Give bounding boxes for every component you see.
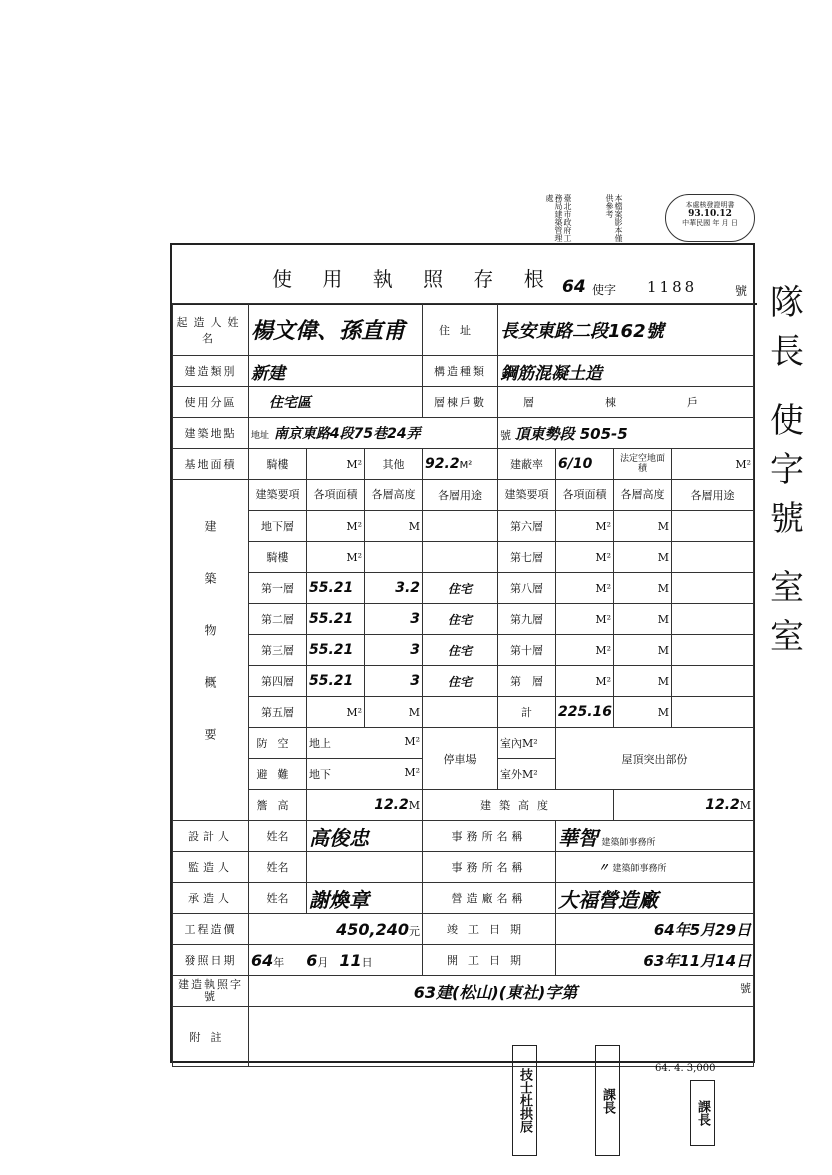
parking-outdoor-label: 室外 bbox=[500, 768, 523, 781]
issue-month-unit: 月 bbox=[317, 955, 329, 969]
issue-day: 11 bbox=[339, 950, 362, 970]
col-height: 各層高度 bbox=[365, 480, 423, 511]
archive-stamp-seal bbox=[665, 194, 755, 242]
form-title-bar bbox=[172, 245, 757, 305]
other-label: 其他 bbox=[365, 449, 423, 480]
issue-year-unit: 年 bbox=[273, 955, 285, 969]
contractor-name-label: 姓名 bbox=[249, 883, 307, 914]
license-suffix: 號 bbox=[735, 284, 748, 298]
row-contractor bbox=[173, 883, 754, 914]
applicant-value: 楊文偉、孫直甫 bbox=[249, 304, 423, 356]
col-item: 建築要項 bbox=[249, 480, 307, 511]
floor-use-right bbox=[672, 542, 754, 573]
col-item-2: 建築要項 bbox=[498, 480, 556, 511]
floor-name: 第五層 bbox=[249, 697, 307, 728]
archive-stamp-line2: 本檔案影本僅供參考 bbox=[605, 194, 623, 242]
floor-area-unit: M² bbox=[307, 511, 365, 542]
total-area: 225.16 bbox=[556, 697, 614, 728]
eave-value: 12.2 bbox=[374, 797, 409, 813]
license-number: 1188 bbox=[647, 278, 698, 296]
floor-area: 55.21 bbox=[307, 573, 365, 604]
site-value: 南京東路4段75巷24弄 bbox=[273, 426, 421, 442]
completion-value: 64年5月29日 bbox=[556, 914, 754, 945]
floor-height-unit-right: M bbox=[614, 573, 672, 604]
floor-area-unit-right: M² bbox=[556, 573, 614, 604]
supervisor-office-label: 事務所名稱 bbox=[423, 852, 556, 883]
floor-name-right: 第七層 bbox=[498, 542, 556, 573]
floor-height: 3 bbox=[365, 666, 423, 697]
row-site bbox=[173, 418, 754, 449]
row-supervisor bbox=[173, 852, 754, 883]
designer-office-suffix: 建築師事務所 bbox=[601, 837, 656, 848]
start-label: 開工日期 bbox=[423, 945, 556, 976]
license-form bbox=[170, 243, 755, 1063]
roof-label: 屋頂突出部份 bbox=[556, 728, 754, 790]
shelter-below-unit: M² bbox=[404, 766, 421, 779]
row-applicant bbox=[173, 304, 754, 356]
supervisor-office-value: 〃 bbox=[598, 861, 610, 874]
address-value: 長安東路二段162號 bbox=[498, 304, 754, 356]
contractor-firm-label: 營造廠名稱 bbox=[423, 883, 556, 914]
floor-name: 第三層 bbox=[249, 635, 307, 666]
note-label: 附註 bbox=[173, 1007, 249, 1067]
open-space-label: 法定空地面積 bbox=[614, 449, 672, 480]
supervisor-name-label: 姓名 bbox=[249, 852, 307, 883]
applicant-label: 起造人姓名 bbox=[173, 304, 249, 356]
floor-use bbox=[423, 697, 498, 728]
eave-label: 簷高 bbox=[249, 790, 307, 821]
archive-stamp-line4: 中華民國 年 月 日 bbox=[682, 219, 738, 227]
floor-row bbox=[173, 573, 754, 604]
side-char-6: 室 bbox=[770, 568, 804, 608]
floor-name-right: 第九層 bbox=[498, 604, 556, 635]
floor-area-unit-right: M² bbox=[556, 604, 614, 635]
row-height bbox=[173, 790, 754, 821]
structure-label: 構造種類 bbox=[423, 356, 498, 387]
side-char-7: 室 bbox=[770, 617, 804, 657]
floor-height-unit-right: M bbox=[614, 604, 672, 635]
floor-name: 第四層 bbox=[249, 666, 307, 697]
parking-indoor-unit: M² bbox=[522, 737, 538, 750]
floor-area-unit-right: M² bbox=[556, 511, 614, 542]
floor-row bbox=[173, 635, 754, 666]
floor-use-right bbox=[672, 573, 754, 604]
floor-height-unit-right: M bbox=[614, 666, 672, 697]
shelter-label-1: 防空 bbox=[249, 728, 307, 759]
floor-area: 55.21 bbox=[307, 635, 365, 666]
designer-office-value: 華智 bbox=[558, 825, 599, 850]
building-type-value: 新建 bbox=[249, 356, 423, 387]
floor-name-right: 第 層 bbox=[498, 666, 556, 697]
parking-indoor-label: 室內 bbox=[500, 737, 523, 750]
side-char-1: 隊 bbox=[770, 283, 804, 323]
bldg-height-label: 建築高度 bbox=[423, 790, 614, 821]
shelter-above-unit: M² bbox=[404, 735, 421, 748]
floor-height-unit: M bbox=[365, 697, 423, 728]
floor-area-unit-right: M² bbox=[556, 542, 614, 573]
col-use: 各層用途 bbox=[423, 480, 498, 511]
row-permit bbox=[173, 976, 754, 1007]
col-area-2: 各項面積 bbox=[556, 480, 614, 511]
floor-height bbox=[365, 542, 423, 573]
designer-office-label: 事務所名稱 bbox=[423, 821, 556, 852]
building-section-label: 建築物概要 bbox=[173, 480, 249, 821]
side-char-5: 號 bbox=[770, 499, 804, 539]
archive-stamp-line1: 臺北市政府工務局建築管理處 bbox=[545, 194, 572, 242]
row-note bbox=[173, 1007, 754, 1067]
side-char-3: 使 bbox=[770, 401, 804, 441]
floor-use-right bbox=[672, 604, 754, 635]
right-edge-column bbox=[770, 275, 832, 1175]
base-area-label: 基地面積 bbox=[173, 449, 249, 480]
print-note: 64. 4. 3,000 bbox=[655, 1063, 716, 1074]
floor-use-right bbox=[672, 635, 754, 666]
floor-row bbox=[173, 511, 754, 542]
side-char-2: 長 bbox=[770, 332, 804, 372]
address-label: 住址 bbox=[423, 304, 498, 356]
side-char-4: 字 bbox=[770, 450, 804, 490]
total-label: 計 bbox=[498, 697, 556, 728]
floor-name: 騎樓 bbox=[249, 542, 307, 573]
floor-area: 55.21 bbox=[307, 666, 365, 697]
building-type-label: 建造類別 bbox=[173, 356, 249, 387]
floor-height-unit-right: M bbox=[614, 511, 672, 542]
license-year: 64 bbox=[562, 277, 586, 297]
floors-label: 層棟戶數 bbox=[423, 387, 498, 418]
issue-year: 64 bbox=[251, 950, 274, 970]
floor-use: 住宅 bbox=[423, 604, 498, 635]
parking-outdoor-unit: M² bbox=[522, 768, 538, 781]
floor-name-right: 第十層 bbox=[498, 635, 556, 666]
other-value: 92.2 bbox=[425, 456, 460, 472]
floor-height-unit-right: M bbox=[614, 635, 672, 666]
license-table bbox=[172, 303, 754, 1067]
form-title: 使 用 執 照 存 根 bbox=[272, 267, 556, 291]
cost-unit: 元 bbox=[409, 924, 421, 938]
zone-value: 住宅區 bbox=[249, 387, 423, 418]
contractor-label: 承造人 bbox=[173, 883, 249, 914]
col-height-2: 各層高度 bbox=[614, 480, 672, 511]
bldg-height-unit: M bbox=[739, 799, 752, 812]
site-sub-label: 地址 bbox=[251, 431, 270, 441]
floor-use bbox=[423, 542, 498, 573]
row-issue bbox=[173, 945, 754, 976]
floor-height-unit-right: M bbox=[614, 542, 672, 573]
row-cost bbox=[173, 914, 754, 945]
floors-value: 層 棟 戶 bbox=[498, 387, 754, 418]
stamp-chief-1: 課長 bbox=[595, 1045, 620, 1156]
row-base-area bbox=[173, 449, 754, 480]
contractor-firm-value: 大福營造廠 bbox=[556, 883, 754, 914]
stamp-technician: 技士杜拱辰 bbox=[512, 1045, 537, 1156]
floor-use: 住宅 bbox=[423, 666, 498, 697]
site-lot-value: 頂東勢段 505-5 bbox=[514, 424, 628, 443]
coverage-value: 6/10 bbox=[556, 449, 614, 480]
total-use bbox=[672, 697, 754, 728]
designer-name-label: 姓名 bbox=[249, 821, 307, 852]
license-prefix: 使字 bbox=[592, 283, 617, 297]
designer-value: 高俊忠 bbox=[307, 821, 423, 852]
row-col-headers bbox=[173, 480, 754, 511]
structure-value: 鋼筋混凝土造 bbox=[498, 356, 754, 387]
permit-label: 建造執照字號 bbox=[173, 976, 249, 1007]
cost-label: 工程造價 bbox=[173, 914, 249, 945]
floor-use: 住宅 bbox=[423, 573, 498, 604]
floor-use: 住宅 bbox=[423, 635, 498, 666]
permit-suffix: 號 bbox=[740, 981, 752, 995]
completion-label: 竣工日期 bbox=[423, 914, 556, 945]
row-designer bbox=[173, 821, 754, 852]
permit-value: 63建(松山)(東社)字第 bbox=[413, 982, 578, 1002]
floor-height-unit: M bbox=[365, 511, 423, 542]
floor-area-unit-right: M² bbox=[556, 635, 614, 666]
parking-label: 停車場 bbox=[423, 728, 498, 790]
floor-height: 3.2 bbox=[365, 573, 423, 604]
floor-row bbox=[173, 697, 754, 728]
floor-height: 3 bbox=[365, 604, 423, 635]
floor-use-right bbox=[672, 666, 754, 697]
supervisor-office-suffix: 建築師事務所 bbox=[612, 864, 667, 874]
row-building-type bbox=[173, 356, 754, 387]
designer-label: 設計人 bbox=[173, 821, 249, 852]
floor-use-right bbox=[672, 511, 754, 542]
shelter-above-label: 地上 bbox=[309, 737, 331, 750]
floor-row bbox=[173, 666, 754, 697]
floor-row bbox=[173, 542, 754, 573]
open-space-unit: M² bbox=[672, 449, 754, 480]
issue-day-unit: 日 bbox=[361, 955, 373, 969]
cost-value: 450,240 bbox=[336, 919, 410, 939]
eave-unit: M bbox=[408, 799, 421, 812]
arcade-unit: M² bbox=[307, 449, 365, 480]
floor-row bbox=[173, 604, 754, 635]
archive-stamp-date: 93.10.12 bbox=[688, 209, 732, 219]
floor-area-unit-right: M² bbox=[556, 666, 614, 697]
zone-label: 使用分區 bbox=[173, 387, 249, 418]
arcade-label: 騎樓 bbox=[249, 449, 307, 480]
supervisor-label: 監造人 bbox=[173, 852, 249, 883]
row-shelter-above bbox=[173, 728, 754, 759]
coverage-label: 建蔽率 bbox=[498, 449, 556, 480]
floor-area-unit: M² bbox=[307, 697, 365, 728]
col-use-2: 各層用途 bbox=[672, 480, 754, 511]
other-unit: M² bbox=[459, 460, 473, 471]
floor-name: 第二層 bbox=[249, 604, 307, 635]
floor-area-unit: M² bbox=[307, 542, 365, 573]
total-height-unit: M bbox=[614, 697, 672, 728]
note-value bbox=[249, 1007, 754, 1067]
col-area: 各項面積 bbox=[307, 480, 365, 511]
stamp-chief-2: 課長 bbox=[690, 1080, 715, 1146]
floor-name-right: 第六層 bbox=[498, 511, 556, 542]
site-lot-label: 號 bbox=[500, 428, 512, 442]
archive-stamp bbox=[545, 192, 755, 244]
floor-height: 3 bbox=[365, 635, 423, 666]
issue-label: 發照日期 bbox=[173, 945, 249, 976]
floor-use bbox=[423, 511, 498, 542]
row-zone bbox=[173, 387, 754, 418]
archive-stamp-line3: 本處核發證明書 bbox=[685, 201, 735, 209]
bldg-height-value: 12.2 bbox=[705, 797, 740, 813]
floor-name: 地下層 bbox=[249, 511, 307, 542]
shelter-label-2: 避難 bbox=[249, 759, 307, 790]
issue-month: 6 bbox=[306, 950, 318, 970]
floor-name: 第一層 bbox=[249, 573, 307, 604]
contractor-value: 謝煥章 bbox=[307, 883, 423, 914]
floor-area: 55.21 bbox=[307, 604, 365, 635]
shelter-below-label: 地下 bbox=[309, 768, 331, 781]
site-label: 建築地點 bbox=[173, 418, 249, 449]
floor-name-right: 第八層 bbox=[498, 573, 556, 604]
supervisor-value bbox=[307, 852, 423, 883]
start-value: 63年11月14日 bbox=[556, 945, 754, 976]
